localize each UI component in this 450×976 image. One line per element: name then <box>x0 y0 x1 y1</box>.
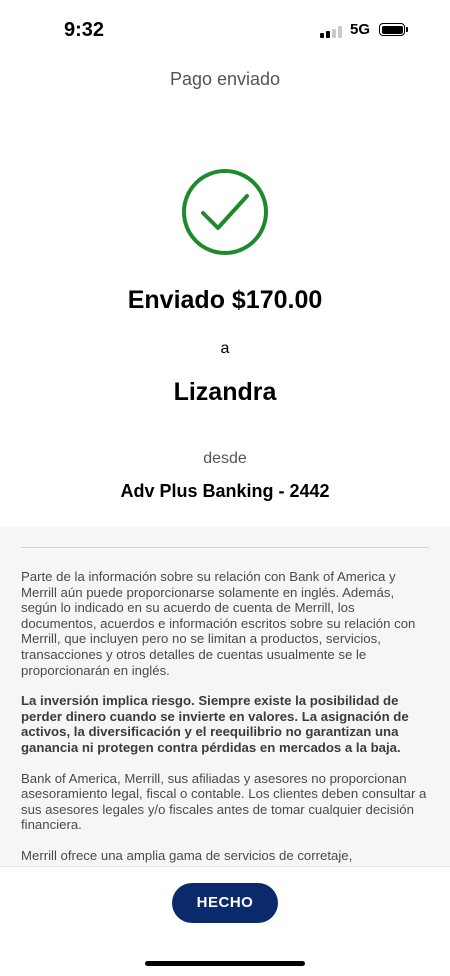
disclosure-services: Merrill ofrece una amplia gama de servicios de corretaje, <box>21 847 353 863</box>
disclosure-text <box>21 569 431 894</box>
battery-tip <box>406 27 408 32</box>
disclosure-panel[interactable] <box>0 527 450 867</box>
done-button[interactable]: HECHO <box>172 883 278 923</box>
disclosure-risk: La inversión implica riesgo. Siempre existe la posibilidad de perder dinero cuando se invierte en valores. La asignación de activos, la diversificación y el reequilibrio no garantizan una ganancia ni protegen contra pérdidas en mercados a la baja. <box>21 693 409 755</box>
status-bar <box>0 0 450 60</box>
signal-icon <box>320 26 342 38</box>
network-type: 5G <box>350 21 371 38</box>
from-label: desde <box>203 450 247 467</box>
source-account: Adv Plus Banking - 2442 <box>120 481 330 501</box>
divider <box>21 547 429 548</box>
status-time: 9:32 <box>64 19 105 41</box>
disclosure-language: Parte de la información sobre su relación con Bank of America y Merrill aún puede proporcionarse solamente en inglés. Además, según lo indicado en su acuerdo de cuenta de Merrill, los documentos, acuerdos e información escritos sobre su relación con Merrill, que incluyen pero no se limitan a productos, servicios, transacciones y otros detalles de cuentas usualmente se le proporcionarán en inglés. <box>21 569 416 678</box>
recipient-name: Lizandra <box>173 378 277 406</box>
battery-icon <box>379 23 405 36</box>
sent-amount: Enviado $170.00 <box>127 286 323 314</box>
connector-text: a <box>220 340 230 357</box>
home-indicator[interactable] <box>145 961 305 966</box>
checkmark-circle-icon <box>181 168 269 256</box>
disclosure-advice: Bank of America, Merrill, sus afiliadas y asesores no proporcionan asesoramiento legal, fiscal o contable. Los clientes deben consultar a sus asesores legales y/o fiscales antes de tomar cualquier decisión financiera. <box>21 770 427 833</box>
page-title: Pago enviado <box>169 69 281 89</box>
